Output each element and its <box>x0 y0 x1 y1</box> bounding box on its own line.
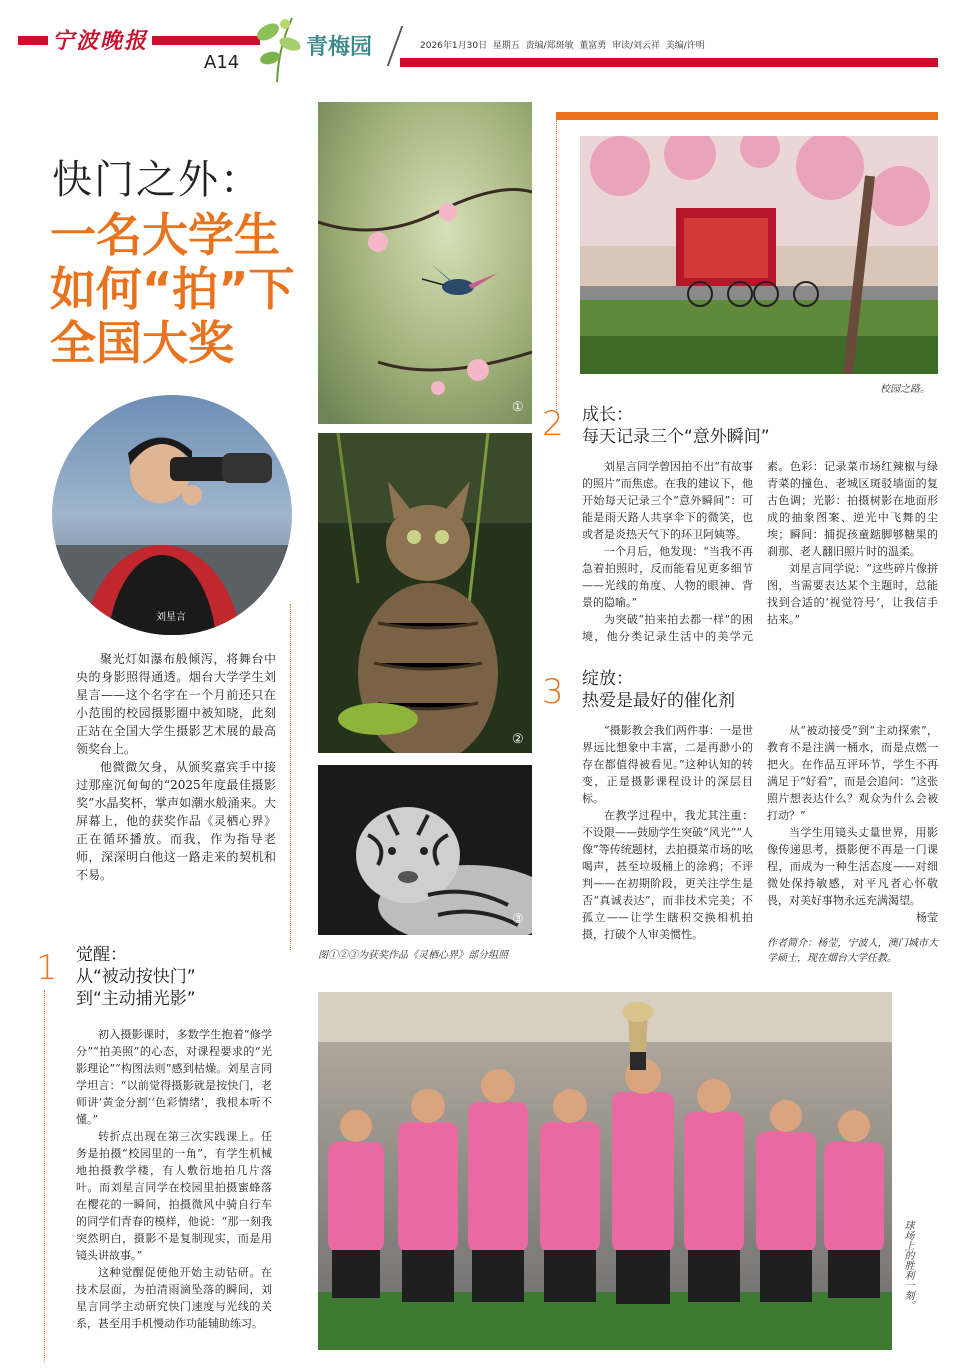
photo-campus <box>580 136 938 374</box>
photos-caption: 图①②③为获奖作品《灵栖心界》部分组照 <box>318 950 508 961</box>
heading-line: 从“被动按快门” <box>76 967 196 987</box>
header-rule-right <box>400 58 938 67</box>
photo-mark: ③ <box>512 912 524 927</box>
paragraph: 初入摄影课时，多数学生抱着“修学分”“拍美照”的心态，对课程要求的“光影理论”“构图法则”感到枯燥。刘星言同学坦言：“以前觉得摄影就是按快门，老师讲‘黄金分割’‘色彩情绪’，我根本听不懂。” <box>76 1028 272 1126</box>
section-heading <box>582 404 770 448</box>
article-kicker: 快门之外： <box>52 157 262 203</box>
paragraph: 刘星言同学曾因拍不出“有故事的照片”而焦虑。在我的建议下，他开始每天记录三个“意外瞬间”：可能是雨天路人共享伞下的微笑，也或者是炎热天气下的环卫阿姨等。 <box>582 460 753 541</box>
section-number: 1 <box>36 948 58 988</box>
title-line: 全国大奖 <box>50 316 234 370</box>
campus-caption: 校园之路。 <box>880 384 930 395</box>
article-title <box>50 208 294 370</box>
portrait-photo <box>52 395 292 635</box>
byline: 杨莹 <box>916 911 938 924</box>
heading-line: 每天记录三个“意外瞬间” <box>582 427 770 447</box>
header-meta: 2026年1月30日 星期五 责编/郑斑敏 董富勇 审读/刘云祥 美编/许明 <box>420 41 705 51</box>
heading-line: 绽放： <box>582 669 633 689</box>
masthead-rule-mid <box>152 36 260 45</box>
right-top-rule <box>556 112 938 120</box>
paper-name: 宁波晚报 <box>52 28 149 54</box>
paragraph: 转折点出现在第三次实践课上。任务是拍摄“校园里的一角”，有学生机械地拍摄教学楼，有人敷衍地拍几片落叶。而刘星言同学在校园里拍摄蜜蜂落在樱花的一瞬间，拍摄微风中骑自行车的同学们青春的模样，他说：“那一刻我突然明白，摄影不是复制现实，而是用镜头讲故事。” <box>76 1130 272 1262</box>
paragraph: 一个月后，他发现：“当我不再急着拍照时，反而能看见更多细节——光线的角度、人物的眼神、背景的隐喻。” <box>582 545 753 609</box>
section-number: 3 <box>542 672 564 712</box>
intro-paragraph: 聚光灯如瀑布般倾泻，将舞台中央的身影照得通透。烟台大学学生刘星言——这个名字在一个月前还只在小范围的校园摄影圈中被知晓，此刻正站在全国大学生摄影艺术展的最高领奖台上。 <box>76 652 276 756</box>
section-name: 青梅园 <box>306 35 373 60</box>
masthead-rule-left <box>18 36 48 45</box>
intro-text <box>76 650 276 884</box>
intro-paragraph: 他微微欠身，从颁奖嘉宾手中接过那座沉甸甸的“2025年度最佳摄影奖”水晶奖杯，掌声如潮水般涌来。大屏幕上，他的获奖作品《灵栖心界》正在循环播放。而我，作为指导老师，深深明白他这一路走来的契机和不易。 <box>76 760 276 882</box>
title-line: 如何“拍”下 <box>50 262 295 316</box>
soccer-caption: 球场上的胜利一刻。 <box>902 1220 913 1310</box>
photo-mark: ② <box>512 732 524 747</box>
photo-soccer-victory <box>318 992 892 1350</box>
paragraph: 从“被动接受”到“主动探索”，教育不是注满一桶水，而是点燃一把火。在作品互评环节，学生不再满足于“好看”，而是会追问：“这张照片想表达什么？观众为什么会被打动？” <box>767 724 938 822</box>
photo-cat <box>318 433 532 753</box>
page-number: A14 <box>204 52 240 73</box>
section-heading <box>76 944 196 1010</box>
photo-tiger <box>318 765 532 935</box>
author-note: 作者简介：杨莹，宁波人，澳门城市大学硕士，现在烟台大学任教。 <box>767 938 938 964</box>
heading-line: 成长： <box>582 405 633 425</box>
paragraph: 刘星言同学说：“这些碎片像拼图，当需要表达某个主题时，总能找到合适的‘视觉符号’，让我信手拈来。” <box>767 562 938 626</box>
heading-line: 到“主动捕光影” <box>76 989 196 1009</box>
section-heading <box>582 668 735 712</box>
heading-line: 觉醒： <box>76 945 127 965</box>
section-rule <box>44 990 45 1362</box>
column-rule <box>290 604 291 950</box>
heading-line: 热爱是最好的催化剂 <box>582 691 735 711</box>
section-body <box>582 458 938 658</box>
section-body <box>76 1026 272 1332</box>
paragraph: 在教学过程中，我尤其注重：不设限——鼓励学生突破“风光”“人像”等传统题材，去拍摄菜市场的吆喝声，甚至垃圾桶上的涂鸦；不评判——在初期阶段，更关注学生是否“真诚表达”，而非技术完美；不孤立——让学生瞎积交换相机拍摄，打破个人审美惯性。 <box>582 809 753 941</box>
paragraph: 为突破“拍来拍去都一样”的困境，他分类记录生活中的美学元素。色彩：记录菜市场红辣椒与绿青菜的撞色、老城区斑驳墙面的复古色调；光影：拍摄树影在地面形成的抽象图案、逆光中飞舞的尘埃；瞬间：捕捉孩童踮脚够糖果的刹那、老人翻旧照片时的温柔。 <box>582 460 938 643</box>
photo-mark: ① <box>512 400 524 415</box>
portrait-caption: 刘星言 <box>156 612 186 623</box>
paragraph: 这种觉醒促使他开始主动钻研。在技术层面，为拍清雨滴坠落的瞬间，刘星言同学主动研究快门速度与光线的关系，甚至用手机慢动作功能辅助练习。 <box>76 1266 272 1330</box>
section-number: 2 <box>542 404 564 444</box>
title-line: 一名大学生 <box>50 208 280 262</box>
paragraph: “摄影教会我们两件事：一是世界远比想象中丰富，二是再渺小的存在都值得被看见。”这种认知的转变，正是摄影课程设计的深层目标。 <box>582 724 753 805</box>
leaf-sprig-icon <box>252 10 302 84</box>
photo-hummingbird <box>318 102 532 424</box>
paragraph: 当学生用镜头丈量世界，用影像传递思考，摄影便不再是一门课程，而成为一种生活态度——对细微处保持敏感，对平凡者心怀敬畏，对美好事物永远充满渴望。 <box>767 826 938 907</box>
section-body <box>582 722 938 966</box>
right-column-rule <box>556 120 557 410</box>
